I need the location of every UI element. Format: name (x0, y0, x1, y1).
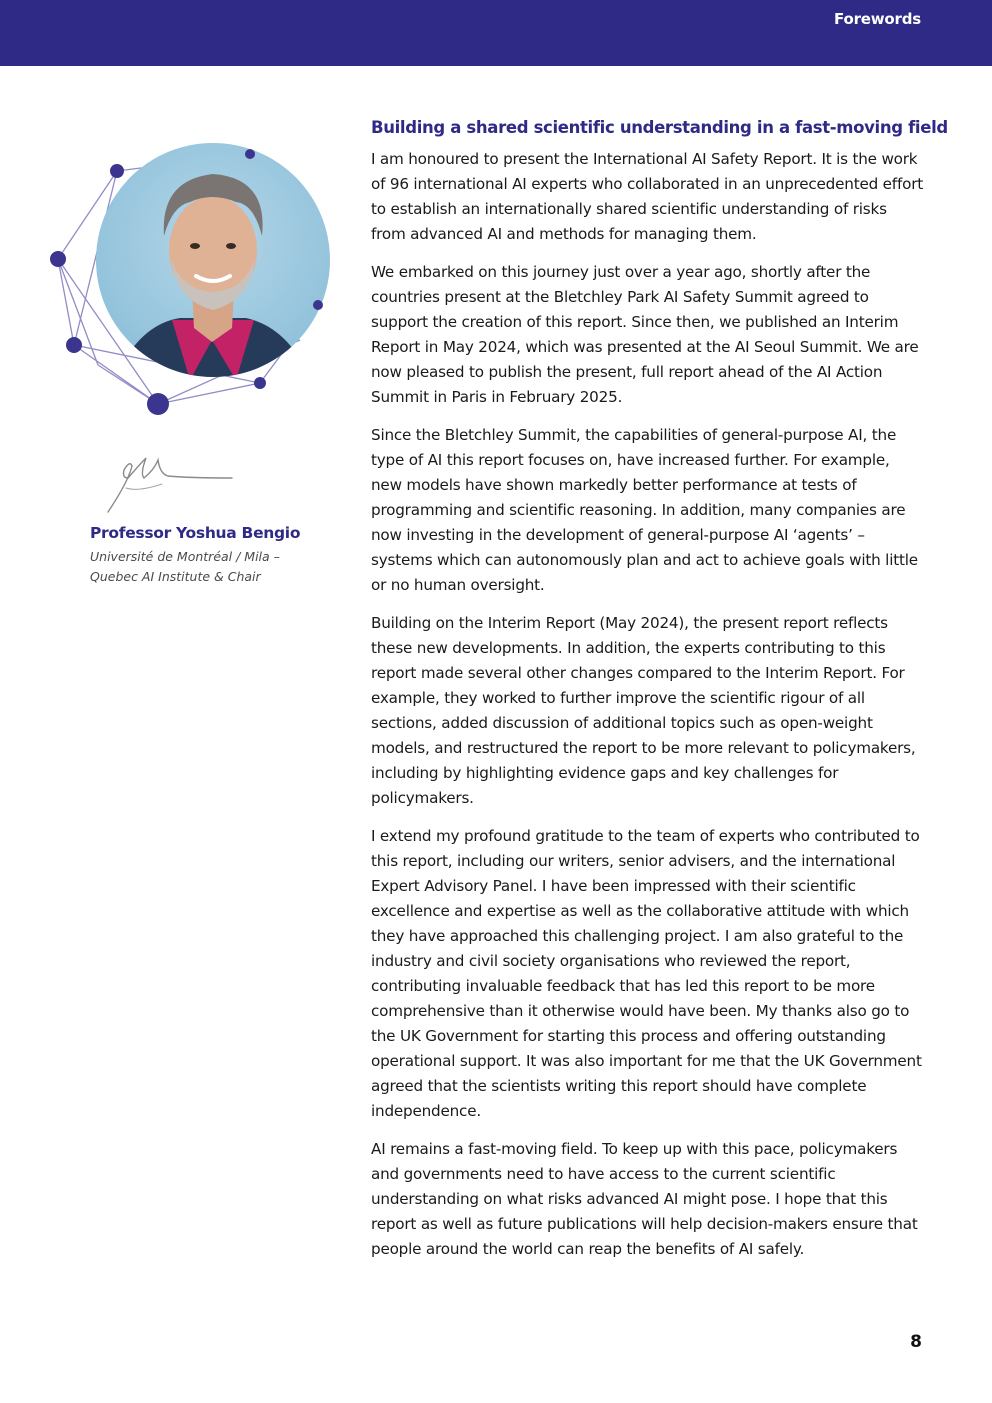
network-graphic (40, 140, 340, 430)
foreword-body (371, 118, 948, 1275)
section-label: Forewords (834, 10, 921, 28)
author-affiliation: Université de Montréal / Mila – Quebec AI Institute & Chair (90, 549, 280, 584)
paragraph: Since the Bletchley Summit, the capabilities of general-purpose AI, the type of AI this report focuses on, have increased further. For example, new models have shown markedly better performance at tests of programming and scientific reasoning. In addition, many companies are now investing in the development of general-purpose AI ‘agents’ – systems which can autonomously plan and act to achieve goals with little or no human oversight. (371, 426, 918, 594)
paragraph: I am honoured to present the International AI Safety Report. It is the work of 96 international AI experts who collaborated in an unprecedented effort to establish an internationally shared scientific understanding of risks from advanced AI and methods for managing them. (371, 150, 923, 243)
article-heading: Building a shared scientific understanding in a fast-moving field (371, 118, 948, 137)
paragraph: AI remains a fast-moving field. To keep up with this pace, policymakers and governments need to have access to the current scientific understanding on what risks advanced AI might pose. I hope that this report as well as future publications will help decision-makers ensure that people around the world can reap the benefits of AI safely. (371, 1140, 918, 1258)
header-band (0, 0, 992, 66)
signature-image (100, 448, 240, 518)
author-name: Professor Yoshua Bengio (90, 524, 301, 542)
paragraph: We embarked on this journey just over a year ago, shortly after the countries present at the Bletchley Park AI Safety Summit agreed to support the creation of this report. Since then, we published an Interim Report in May 2024, which was presented at the AI Seoul Summit. We are now pleased to publish the present, full report ahead of the AI Action Summit in Paris in February 2025. (371, 263, 919, 406)
paragraph: Building on the Interim Report (May 2024), the present report reflects these new developments. In addition, the experts contributing to this report made several other changes compared to the Interim Report. For example, they worked to further improve the scientific rigour of all sections, added discussion of additional topics such as open-weight models, and restructured the report to be more relevant to policymakers, including by highlighting evidence gaps and key challenges for policymakers. (371, 614, 916, 807)
author-portrait (40, 140, 340, 430)
page-number: 8 (910, 1332, 922, 1352)
paragraph: I extend my profound gratitude to the team of experts who contributed to this report, including our writers, senior advisers, and the international Expert Advisory Panel. I have been impressed with their scientific excellence and expertise as well as the collaborative attitude with which they have approached this challenging project. I am also grateful to the industry and civil society organisations who reviewed the report, contributing invaluable feedback that has led this report to be more comprehensive than it otherwise would have been. My thanks also go to the UK Government for starting this process and offering outstanding operational support. It was also important for me that the UK Government agreed that the scientists writing this report should have complete independence. (371, 827, 922, 1120)
